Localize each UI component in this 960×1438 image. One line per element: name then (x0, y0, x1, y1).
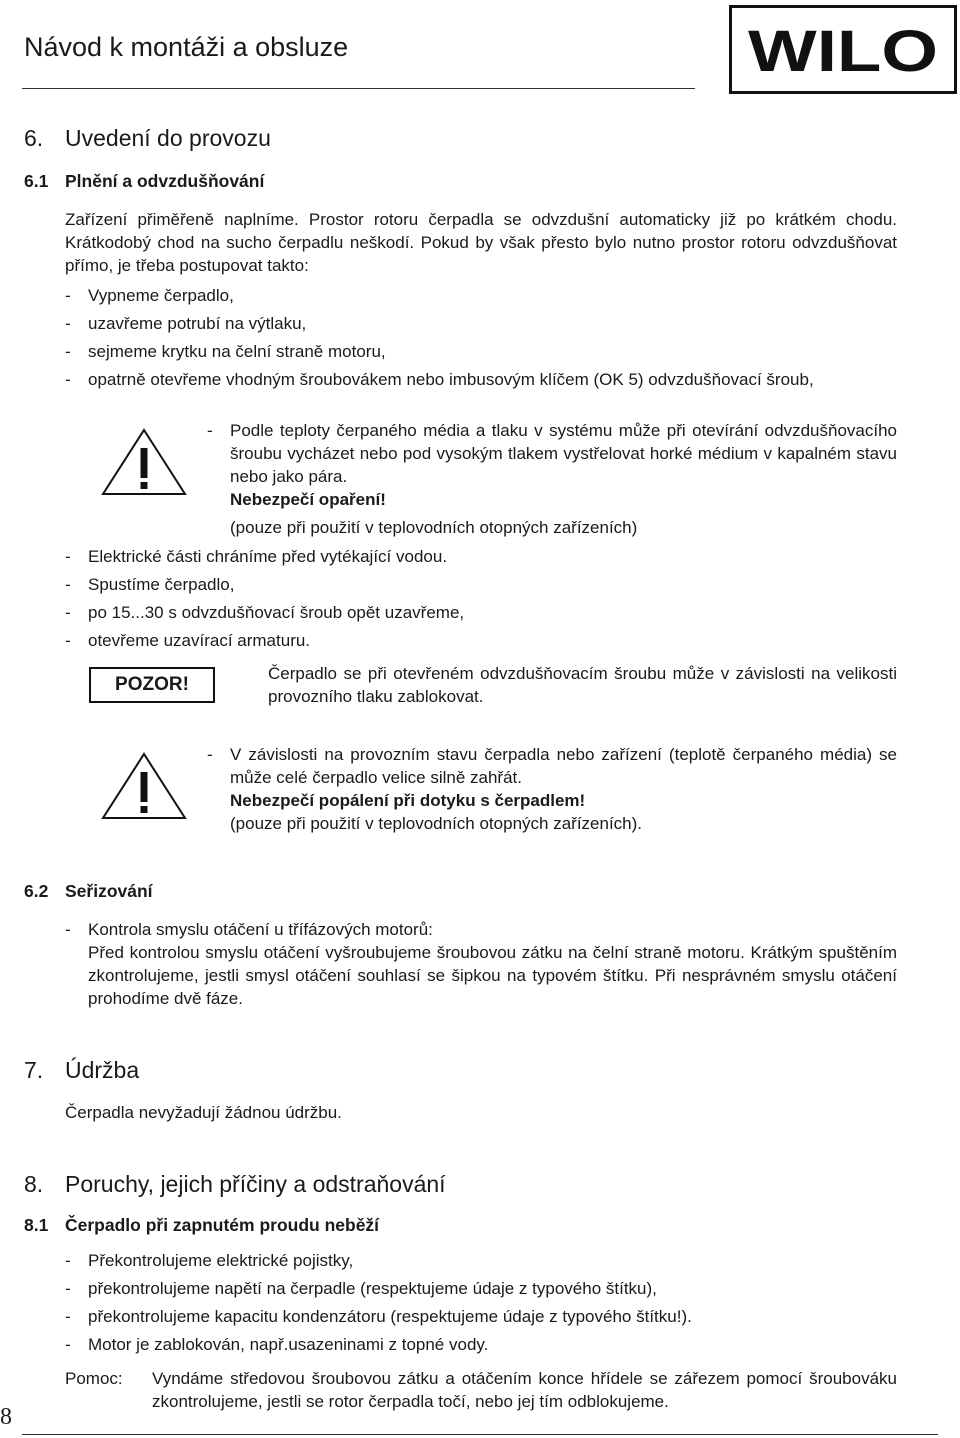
page-number: 8 (0, 1404, 12, 1430)
adjustment-list (65, 918, 897, 1010)
list-item: - Překontrolujeme elektrické pojistky, (65, 1251, 354, 1270)
scald-warning-note: (pouze při použití v teplovodních otopných zařízeních) (230, 518, 638, 537)
list-item: - uzavřeme potrubí na výtlaku, (65, 314, 307, 333)
section-7-number: 7. (24, 1057, 44, 1083)
section-8-title: Poruchy, jejich příčiny a odstraňování (65, 1171, 446, 1197)
pozor-text: Čerpadlo se při otevřeném odvzdušňovacím šroubu může v závislosti na velikosti provozního tlaku zablokovat. (268, 664, 897, 706)
section-8-1-title: Čerpadlo při zapnutém proudu neběží (65, 1215, 380, 1235)
startup-steps-list (65, 545, 897, 652)
section-6-1-number: 6.1 (24, 171, 49, 191)
warning-triangle-icon (101, 428, 187, 496)
venting-steps-list (65, 284, 897, 391)
burn-warning-note: (pouze při použití v teplovodních otopných zařízeních). (230, 814, 643, 833)
section-7-text: Čerpadla nevyžadují žádnou údržbu. (65, 1103, 342, 1122)
list-item: - Elektrické části chráníme před vytékající vodou. (65, 547, 448, 566)
section-7-title: Údržba (65, 1057, 140, 1083)
section-6-title: Uvedení do provozu (65, 125, 271, 151)
section-6-2-number: 6.2 (24, 881, 49, 901)
footer-rule (22, 1434, 938, 1435)
wilo-logo-text: WILO (748, 19, 938, 84)
list-item: - Kontrola smyslu otáčení u třífázových motorů: Před kontrolou smyslu otáčení vyšroubujeme šroubovou zátku na čelní straně motoru. Krátkým spuštěním zkontrolujeme, jestli smysl otáčení souhlasí se šipkou na typovém štítku. Při nesprávném smyslu otáčení prohodíme dvě fáze. (65, 920, 897, 1008)
list-item: - Vypneme čerpadlo, (65, 286, 234, 305)
section-6-number: 6. (24, 125, 44, 151)
scald-warning-title: Nebezpečí opaření! (230, 490, 386, 509)
section-8-number: 8. (24, 1171, 44, 1197)
list-item: - po 15...30 s odvzdušňovací šroub opět uzavřeme, (65, 603, 465, 622)
troubleshooting-list (65, 1249, 897, 1356)
section-6-1-title: Plnění a odvzdušňování (65, 171, 265, 191)
pozor-badge: POZOR! (89, 667, 215, 703)
scald-warning: - Podle teploty čerpaného média a tlaku v systému může při otevírání odvzdušňovacího šroubu vycházet nebo pod vysokým tlakem vystřelovat horké médium v kapalném stavu nebo jako pára. Nebezpečí opaření! (pouze při použití v teplovodních otopných zařízeních) (207, 421, 897, 537)
wilo-logo (729, 5, 957, 94)
burn-warning-text: V závislosti na provozním stavu čerpadla nebo zařízení (teplotě čerpaného média) se může celé čerpadlo velice silně zahřát. (230, 745, 897, 787)
list-item: - sejmeme krytku na čelní straně motoru, (65, 342, 386, 361)
pomoc-text: Vyndáme středovou šroubovou zátku a otáčením konce hřídele se zářezem pomocí šroubováku zkontrolujeme, jestli se rotor čerpadla točí, nebo jej tím odblokujeme. (152, 1369, 897, 1411)
scald-warning-text: Podle teploty čerpaného média a tlaku v systému může při otevírání odvzdušňovacího šroubu vycházet nebo pod vysokým tlakem vystřelovat horké médium v kapalném stavu nebo jako pára. (230, 421, 897, 486)
section-6-1-intro: Zařízení přiměřeně naplníme. Prostor rotoru čerpadla se odvzdušní automaticky již po krátkém chodu. Krátkodobý chod na sucho čerpadlu neškodí. Pokud by však přesto bylo nutno prostor rotoru odvzdušňovat přímo, je třeba postupovat takto: (65, 210, 897, 275)
list-item: - opatrně otevřeme vhodným šroubovákem nebo imbusovým klíčem (OK 5) odvzdušňovací šroub, (65, 370, 814, 389)
list-item: - Motor je zablokován, např.usazeninami z topné vody. (65, 1335, 489, 1354)
section-6-2-title: Seřizování (65, 881, 153, 901)
list-item: - překontrolujeme kapacitu kondenzátoru (respektujeme údaje z typového štítku!). (65, 1307, 692, 1326)
list-item: - Spustíme čerpadlo, (65, 575, 235, 594)
list-item: - otevřeme uzavírací armaturu. (65, 631, 311, 650)
pomoc-label: Pomoc: (65, 1369, 123, 1388)
document-title: Návod k montáži a obsluze (24, 32, 349, 62)
burn-warning: - V závislosti na provozním stavu čerpadla nebo zařízení (teplotě čerpaného média) se může celé čerpadlo velice silně zahřát. Nebezpečí popálení při dotyku s čerpadlem! (pouze při použití v teplovodních otopných zařízeních). (207, 745, 897, 833)
section-8-1-number: 8.1 (24, 1215, 49, 1235)
header-rule (22, 88, 695, 89)
burn-warning-title: Nebezpečí popálení při dotyku s čerpadlem! (230, 791, 586, 810)
list-item: - překontrolujeme napětí na čerpadle (respektujeme údaje z typového štítku), (65, 1279, 657, 1298)
adjustment-text: Před kontrolou smyslu otáčení vyšroubujeme šroubovou zátku na čelní straně motoru. Krátkým spuštěním zkontrolujeme, jestli smysl otáčení souhlasí se šipkou na typovém štítku. Při nesprávném smyslu otáčení prohodíme dvě fáze. (88, 943, 897, 1008)
warning-triangle-icon (101, 752, 187, 820)
